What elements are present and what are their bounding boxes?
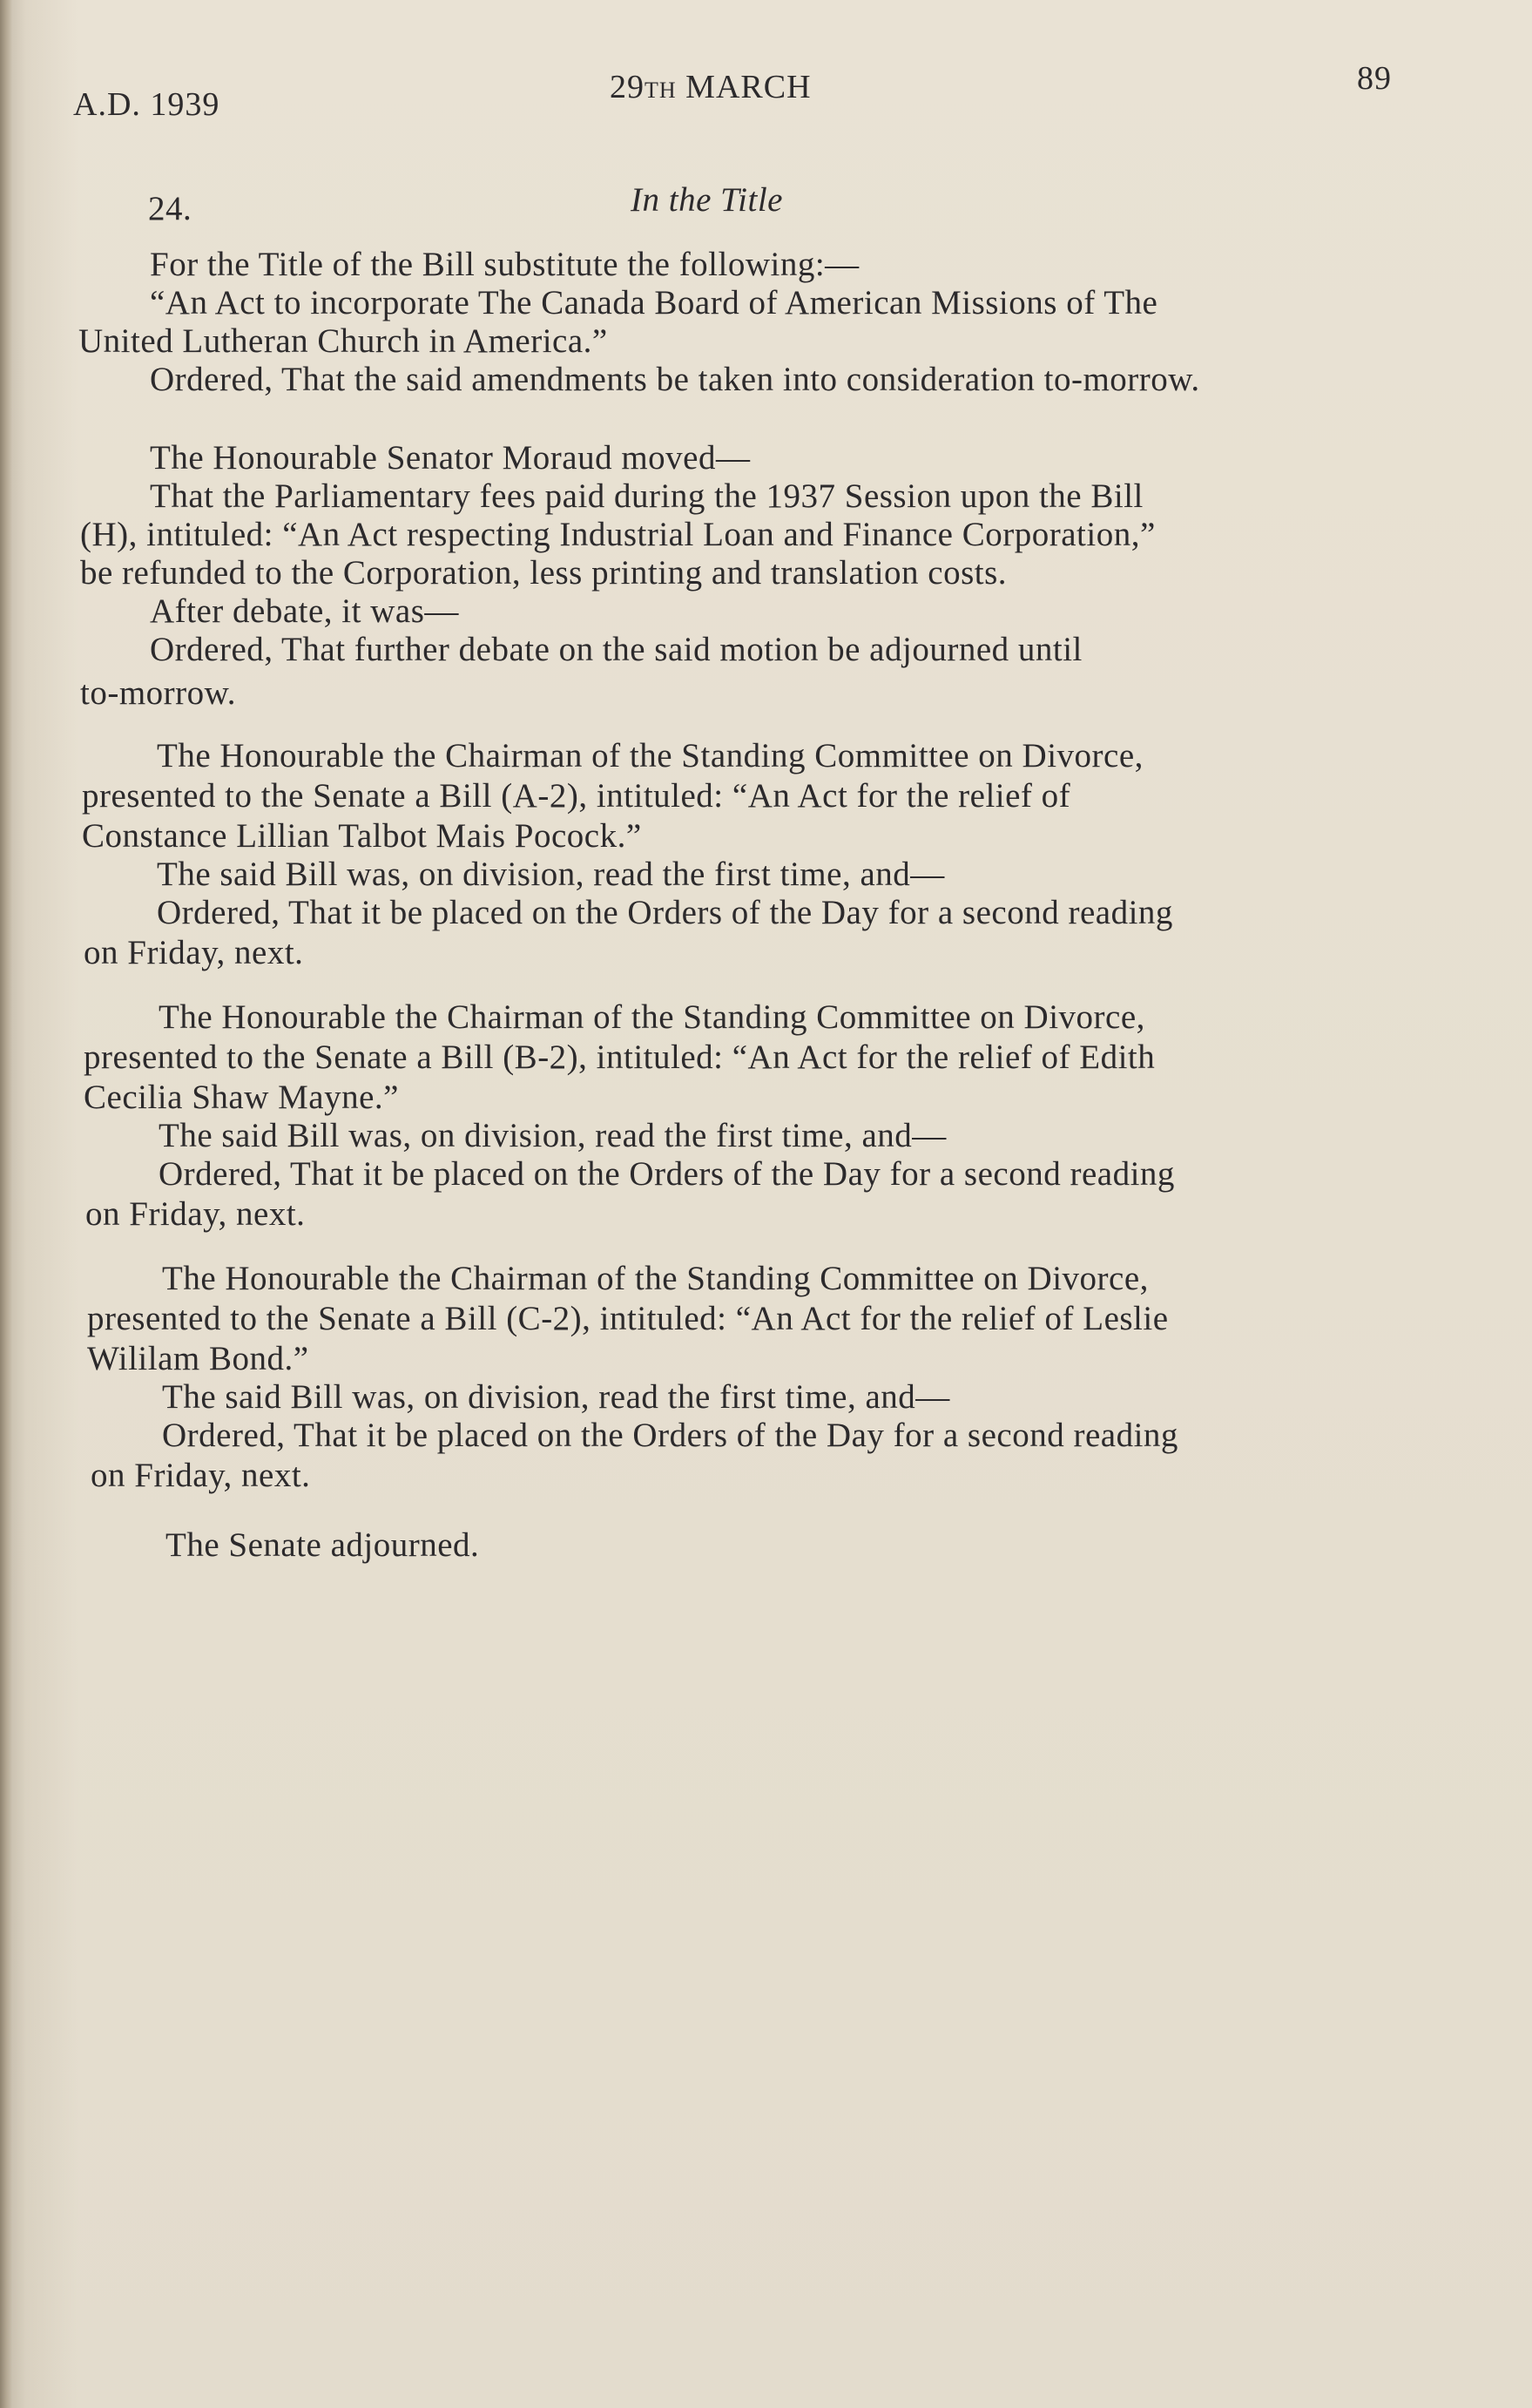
header-date-day: 29	[610, 69, 645, 105]
text-line: presented to the Senate a Bill (B-2), intituled: “An Act for the relief of Edith	[84, 1038, 1156, 1076]
text-line: Constance Lillian Talbot Mais Pocock.”	[82, 817, 642, 855]
text-line: to-morrow.	[80, 674, 237, 712]
section-heading: In the Title	[631, 181, 783, 219]
text-line: Wililam Bond.”	[87, 1340, 309, 1377]
binding-edge	[0, 0, 12, 2408]
header-year: A.D. 1939	[73, 86, 220, 123]
page-number: 89	[1357, 60, 1392, 97]
text-line: The Honourable the Chairman of the Standing Committee on Divorce,	[157, 737, 1144, 774]
header-date	[610, 68, 812, 106]
text-line: The said Bill was, on division, read the first time, and—	[162, 1378, 950, 1416]
text-line: presented to the Senate a Bill (C-2), intituled: “An Act for the relief of Leslie	[87, 1300, 1169, 1337]
text-line: on Friday, next.	[84, 934, 304, 971]
text-line: The Senate adjourned.	[165, 1526, 480, 1564]
text-line: Ordered, That further debate on the said motion be adjourned until	[150, 631, 1083, 668]
text-line: Ordered, That it be placed on the Orders of the Day for a second reading	[162, 1417, 1178, 1454]
text-line: Cecilia Shaw Mayne.”	[84, 1079, 399, 1116]
header-date-month: MARCH	[676, 69, 812, 105]
text-line: United Lutheran Church in America.”	[78, 322, 608, 360]
header-date-suffix: TH	[645, 78, 677, 103]
text-line: The said Bill was, on division, read the first time, and—	[159, 1117, 947, 1154]
text-line: The Honourable the Chairman of the Standing Committee on Divorce,	[162, 1260, 1149, 1297]
text-line: “An Act to incorporate The Canada Board of American Missions of The	[150, 284, 1158, 321]
text-line: presented to the Senate a Bill (A-2), intituled: “An Act for the relief of	[82, 777, 1071, 815]
text-line: The Honourable the Chairman of the Standing Committee on Divorce,	[159, 998, 1145, 1036]
text-line: Ordered, That the said amendments be taken into consideration to-morrow.	[150, 361, 1200, 398]
text-line: Ordered, That it be placed on the Orders of the Day for a second reading	[157, 894, 1173, 931]
section-number: 24.	[148, 190, 192, 227]
text-line: (H), intituled: “An Act respecting Industrial Loan and Finance Corporation,”	[80, 516, 1156, 553]
text-line: For the Title of the Bill substitute the following:—	[150, 246, 860, 283]
text-line: on Friday, next.	[85, 1195, 306, 1233]
page-header	[0, 60, 1532, 123]
text-line: The Honourable Senator Moraud moved—	[150, 439, 751, 477]
text-line: After debate, it was—	[150, 592, 459, 630]
text-line: That the Parliamentary fees paid during the 1937 Session upon the Bill	[150, 477, 1144, 515]
text-line: be refunded to the Corporation, less printing and translation costs.	[80, 554, 1008, 592]
text-line: on Friday, next.	[91, 1457, 311, 1494]
text-line: Ordered, That it be placed on the Orders of the Day for a second reading	[159, 1155, 1175, 1193]
text-line: The said Bill was, on division, read the first time, and—	[157, 856, 945, 893]
